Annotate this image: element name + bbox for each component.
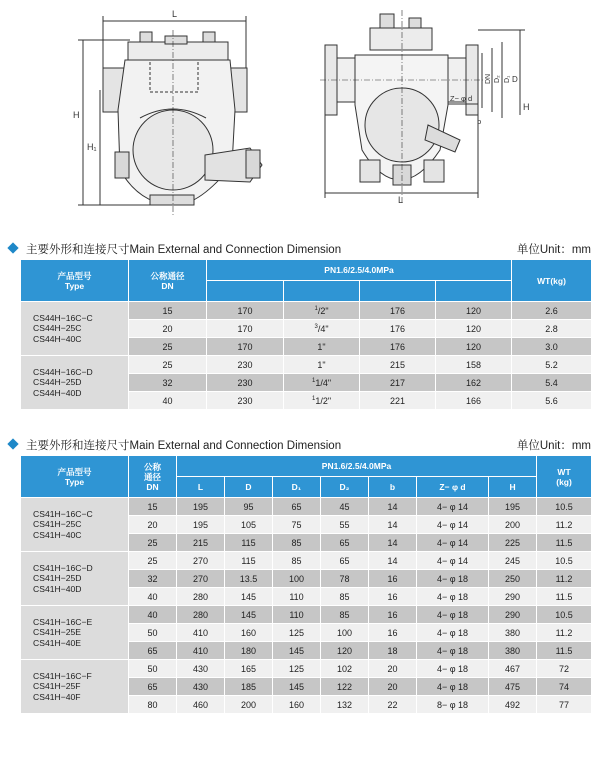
blank-header	[436, 281, 512, 302]
type-cell: CS44H−16C−C CS44H−25C CS44H−40C	[21, 302, 129, 356]
table-row	[21, 552, 592, 570]
value-cell: 176	[360, 320, 436, 338]
value-cell: 16	[369, 606, 417, 624]
dim-dn-label: DN	[485, 73, 492, 84]
value-cell: 467	[489, 660, 537, 678]
left-drawing	[73, 9, 262, 215]
value-cell: 270	[177, 552, 225, 570]
value-cell: 14	[369, 552, 417, 570]
value-cell: 100	[273, 570, 321, 588]
value-cell: 475	[489, 678, 537, 696]
dn-cell: 20	[129, 320, 207, 338]
value-cell: 4− φ 18	[417, 624, 489, 642]
dn-cell: 40	[129, 606, 177, 624]
wt-cell: 11.2	[537, 624, 592, 642]
type-header: 产品型号 Type	[21, 456, 129, 498]
value-cell: 162	[436, 374, 512, 392]
value-cell: 85	[273, 552, 321, 570]
value-cell: $^1$1/4"	[284, 374, 360, 392]
value-cell: 170	[207, 320, 284, 338]
section-2-header	[6, 437, 591, 453]
wt-cell: 2.6	[512, 302, 592, 320]
value-cell: 145	[225, 588, 273, 606]
dim-h1-label: H₁	[87, 142, 97, 152]
value-cell: 1"	[284, 338, 360, 356]
technical-drawings	[0, 0, 597, 225]
value-cell: 380	[489, 624, 537, 642]
value-cell: 195	[177, 516, 225, 534]
value-cell: 4− φ 18	[417, 642, 489, 660]
value-cell: 460	[177, 696, 225, 714]
value-cell: 125	[273, 660, 321, 678]
value-cell: 65	[321, 552, 369, 570]
value-cell: 20	[369, 660, 417, 678]
blank-header	[360, 281, 436, 302]
value-cell: 18	[369, 642, 417, 660]
value-cell: 75	[273, 516, 321, 534]
dn-cell: 32	[129, 374, 207, 392]
wt-cell: 3.0	[512, 338, 592, 356]
type-cell: CS41H−16C−F CS41H−25F CS41H−40F	[21, 660, 129, 714]
value-cell: 221	[360, 392, 436, 410]
section-1-header	[6, 241, 591, 257]
pn-header: PN1.6/2.5/4.0MPa	[207, 260, 512, 281]
wt-cell: 11.5	[537, 534, 592, 552]
table-row	[21, 606, 592, 624]
dn-cell: 80	[129, 696, 177, 714]
value-cell: 160	[225, 624, 273, 642]
dim-b-label: b	[477, 117, 482, 126]
wt-cell: 5.4	[512, 374, 592, 392]
value-cell: 430	[177, 678, 225, 696]
value-cell: $^3$/4"	[284, 320, 360, 338]
section-1-unit: 单位Unit：mm	[516, 244, 591, 256]
value-cell: 280	[177, 588, 225, 606]
value-cell: 170	[207, 338, 284, 356]
section-2-unit: 单位Unit：mm	[516, 440, 591, 452]
value-cell: 410	[177, 624, 225, 642]
value-cell: 4− φ 14	[417, 552, 489, 570]
blank-header	[207, 281, 284, 302]
section-2-title: 主要外形和连接尺寸Main External and Connection Dimension	[26, 440, 342, 452]
value-cell: 55	[321, 516, 369, 534]
dn-cell: 20	[129, 516, 177, 534]
col-header-d2: D₂	[321, 477, 369, 498]
col-header-b: b	[369, 477, 417, 498]
value-cell: 78	[321, 570, 369, 588]
wt-cell: 10.5	[537, 498, 592, 516]
value-cell: 200	[489, 516, 537, 534]
dn-cell: 40	[129, 588, 177, 606]
value-cell: $^1$1/2"	[284, 392, 360, 410]
dimension-table-cs44h	[20, 259, 592, 410]
value-cell: 185	[225, 678, 273, 696]
table-row	[21, 356, 592, 374]
dn-cell: 25	[129, 338, 207, 356]
value-cell: 102	[321, 660, 369, 678]
dn-cell: 25	[129, 552, 177, 570]
wt-cell: 11.2	[537, 516, 592, 534]
dn-cell: 65	[129, 678, 177, 696]
value-cell: 250	[489, 570, 537, 588]
wt-cell: 2.8	[512, 320, 592, 338]
value-cell: 125	[273, 624, 321, 642]
value-cell: 166	[436, 392, 512, 410]
diamond-bullet-icon	[7, 438, 18, 449]
value-cell: 1"	[284, 356, 360, 374]
wt-cell: 72	[537, 660, 592, 678]
value-cell: 380	[489, 642, 537, 660]
value-cell: 280	[177, 606, 225, 624]
type-cell: CS41H−16C−C CS41H−25C CS41H−40C	[21, 498, 129, 552]
value-cell: 115	[225, 552, 273, 570]
value-cell: 4− φ 18	[417, 588, 489, 606]
value-cell: 105	[225, 516, 273, 534]
value-cell: 85	[321, 606, 369, 624]
value-cell: 85	[273, 534, 321, 552]
value-cell: 120	[436, 302, 512, 320]
right-drawing	[320, 10, 530, 205]
wt-cell: 11.5	[537, 642, 592, 660]
value-cell: 215	[177, 534, 225, 552]
col-header-z: Z− φ d	[417, 477, 489, 498]
col-header-d: D	[225, 477, 273, 498]
value-cell: 132	[321, 696, 369, 714]
dn-cell: 50	[129, 624, 177, 642]
value-cell: 14	[369, 534, 417, 552]
value-cell: 120	[321, 642, 369, 660]
dim-h-right-label: H	[523, 102, 530, 112]
value-cell: 8− φ 18	[417, 696, 489, 714]
value-cell: 230	[207, 374, 284, 392]
value-cell: 145	[225, 606, 273, 624]
value-cell: 4− φ 18	[417, 660, 489, 678]
value-cell: 14	[369, 516, 417, 534]
value-cell: 230	[207, 356, 284, 374]
value-cell: 85	[321, 588, 369, 606]
value-cell: 120	[436, 320, 512, 338]
value-cell: 16	[369, 570, 417, 588]
value-cell: $^1$/2"	[284, 302, 360, 320]
dn-cell: 50	[129, 660, 177, 678]
wt-cell: 5.6	[512, 392, 592, 410]
value-cell: 110	[273, 606, 321, 624]
type-header: 产品型号 Type	[21, 260, 129, 302]
dim-h-label: H	[73, 110, 80, 120]
dn-cell: 15	[129, 498, 177, 516]
wt-cell: 10.5	[537, 606, 592, 624]
table-row	[21, 498, 592, 516]
value-cell: 160	[273, 696, 321, 714]
value-cell: 176	[360, 302, 436, 320]
value-cell: 195	[177, 498, 225, 516]
value-cell: 245	[489, 552, 537, 570]
dn-cell: 15	[129, 302, 207, 320]
value-cell: 100	[321, 624, 369, 642]
value-cell: 410	[177, 642, 225, 660]
wt-header: WT (kg)	[537, 456, 592, 498]
value-cell: 158	[436, 356, 512, 374]
value-cell: 45	[321, 498, 369, 516]
col-header-d1: D₁	[273, 477, 321, 498]
col-header-l: L	[177, 477, 225, 498]
value-cell: 22	[369, 696, 417, 714]
value-cell: 16	[369, 624, 417, 642]
value-cell: 180	[225, 642, 273, 660]
value-cell: 270	[177, 570, 225, 588]
value-cell: 195	[489, 498, 537, 516]
dim-d-label: D	[512, 75, 518, 84]
dn-cell: 25	[129, 534, 177, 552]
pn-header: PN1.6/2.5/4.0MPa	[177, 456, 537, 477]
type-cell: CS44H−16C−D CS44H−25D CS44H−40D	[21, 356, 129, 410]
wt-cell: 5.2	[512, 356, 592, 374]
dn-cell: 25	[129, 356, 207, 374]
wt-cell: 77	[537, 696, 592, 714]
value-cell: 16	[369, 588, 417, 606]
diamond-bullet-icon	[7, 242, 18, 253]
value-cell: 217	[360, 374, 436, 392]
blank-header	[284, 281, 360, 302]
value-cell: 115	[225, 534, 273, 552]
value-cell: 230	[207, 392, 284, 410]
value-cell: 225	[489, 534, 537, 552]
dn-header: 公称 通径 DN	[129, 456, 177, 498]
value-cell: 122	[321, 678, 369, 696]
col-header-h: H	[489, 477, 537, 498]
value-cell: 4− φ 14	[417, 516, 489, 534]
value-cell: 145	[273, 642, 321, 660]
value-cell: 95	[225, 498, 273, 516]
value-cell: 4− φ 14	[417, 498, 489, 516]
dim-z-label: Z− φ d	[450, 94, 473, 103]
value-cell: 170	[207, 302, 284, 320]
table-row	[21, 660, 592, 678]
value-cell: 4− φ 18	[417, 678, 489, 696]
value-cell: 176	[360, 338, 436, 356]
value-cell: 290	[489, 588, 537, 606]
value-cell: 145	[273, 678, 321, 696]
value-cell: 430	[177, 660, 225, 678]
type-cell: CS41H−16C−D CS41H−25D CS41H−40D	[21, 552, 129, 606]
value-cell: 165	[225, 660, 273, 678]
dim-l-label: L	[172, 9, 178, 19]
value-cell: 4− φ 18	[417, 570, 489, 588]
table-row	[21, 302, 592, 320]
dn-cell: 40	[129, 392, 207, 410]
value-cell: 20	[369, 678, 417, 696]
section-1-title: 主要外形和连接尺寸Main External and Connection Dimension	[26, 244, 342, 256]
wt-cell: 74	[537, 678, 592, 696]
value-cell: 110	[273, 588, 321, 606]
value-cell: 13.5	[225, 570, 273, 588]
dn-header: 公称通径 DN	[129, 260, 207, 302]
wt-header: WT(kg)	[512, 260, 592, 302]
dim-d1-label: D₁	[504, 75, 511, 83]
value-cell: 215	[360, 356, 436, 374]
wt-cell: 11.5	[537, 588, 592, 606]
dimension-table-cs41h	[20, 455, 592, 714]
value-cell: 65	[321, 534, 369, 552]
value-cell: 4− φ 14	[417, 534, 489, 552]
dn-cell: 32	[129, 570, 177, 588]
dn-cell: 65	[129, 642, 177, 660]
value-cell: 14	[369, 498, 417, 516]
value-cell: 200	[225, 696, 273, 714]
value-cell: 492	[489, 696, 537, 714]
value-cell: 4− φ 18	[417, 606, 489, 624]
wt-cell: 10.5	[537, 552, 592, 570]
value-cell: 65	[273, 498, 321, 516]
dim-d2-label: D₂	[494, 75, 501, 83]
type-cell: CS41H−16C−E CS41H−25E CS41H−40E	[21, 606, 129, 660]
dim-l-right-label: L	[398, 195, 404, 205]
value-cell: 290	[489, 606, 537, 624]
wt-cell: 11.2	[537, 570, 592, 588]
value-cell: 120	[436, 338, 512, 356]
